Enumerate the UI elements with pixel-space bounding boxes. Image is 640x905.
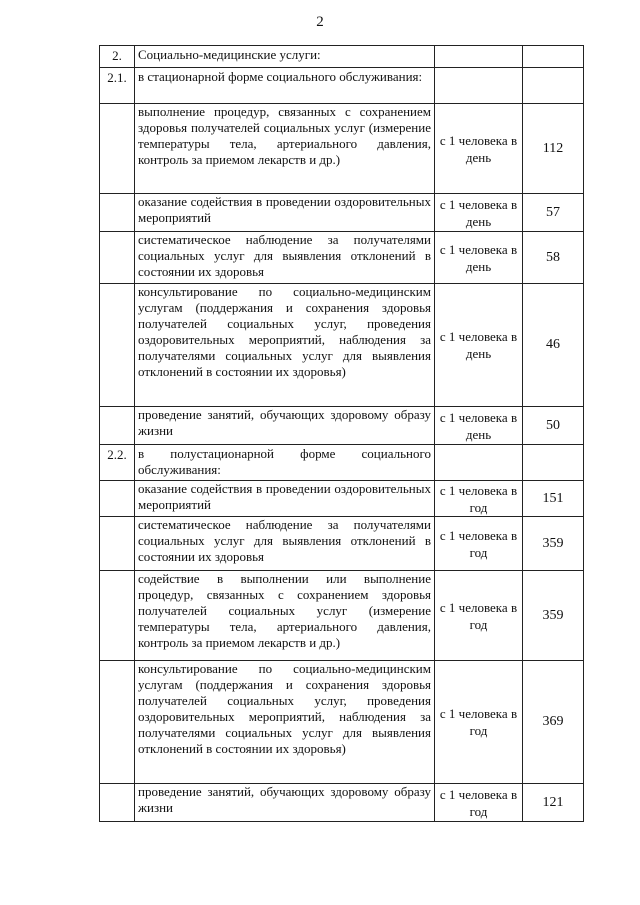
service-description: систематическое наблюдение за получателями социальных услуг для выявления отклонений в состоянии их здоровья <box>135 517 435 571</box>
table-body <box>100 46 584 822</box>
tariff-value: 46 <box>523 284 584 407</box>
tariff-value: 359 <box>523 517 584 571</box>
service-description: систематическое наблюдение за получателями социальных услуг для выявления отклонений в состоянии их здоровья <box>135 232 435 284</box>
row-number <box>100 661 135 784</box>
table-row <box>100 232 584 284</box>
row-number <box>100 407 135 445</box>
service-description: оказание содействия в проведении оздоровительных мероприятий <box>135 194 435 232</box>
table-row <box>100 661 584 784</box>
unit-of-measure <box>435 445 523 481</box>
tariff-value: 121 <box>523 784 584 822</box>
row-number <box>100 784 135 822</box>
service-description: оказание содействия в проведении оздоровительных мероприятий <box>135 481 435 517</box>
tariff-value <box>523 68 584 104</box>
unit-of-measure: с 1 человека в год <box>435 784 523 822</box>
tariff-value <box>523 46 584 68</box>
row-number <box>100 232 135 284</box>
service-description: в стационарной форме социального обслуживания: <box>135 68 435 104</box>
table-row <box>100 46 584 68</box>
row-number <box>100 517 135 571</box>
page-number: 2 <box>316 14 324 30</box>
unit-of-measure: с 1 человека в день <box>435 194 523 232</box>
table-row <box>100 784 584 822</box>
row-number: 2. <box>100 46 135 68</box>
service-description: проведение занятий, обучающих здоровому образу жизни <box>135 784 435 822</box>
tariff-value <box>523 445 584 481</box>
tariff-value: 58 <box>523 232 584 284</box>
tariff-value: 151 <box>523 481 584 517</box>
service-description: консультирование по социально-медицинским услугам (поддержания и сохранения здоровья получателей социальных услуг, проведения оздоровительных мероприятий, наблюдения за получателями социальных услуг для выявления отклонений в состоянии их здоровья) <box>135 284 435 407</box>
unit-of-measure: с 1 человека в год <box>435 661 523 784</box>
unit-of-measure: с 1 человека в день <box>435 284 523 407</box>
tariff-value: 50 <box>523 407 584 445</box>
table-row <box>100 194 584 232</box>
table-row <box>100 445 584 481</box>
unit-of-measure: с 1 человека в день <box>435 104 523 194</box>
service-description: Социально-медицинские услуги: <box>135 46 435 68</box>
table-row <box>100 284 584 407</box>
service-description: выполнение процедур, связанных с сохранением здоровья получателей социальных услуг (измерение температуры тела, артериального давления, контроль за приемом лекарств и др.) <box>135 104 435 194</box>
unit-of-measure: с 1 человека в день <box>435 232 523 284</box>
services-table <box>99 45 584 822</box>
service-description: консультирование по социально-медицинским услугам (поддержания и сохранения здоровья получателей социальных услуг, проведения оздоровительных мероприятий, наблюдения за получателями социальных услуг для выявления отклонений в состоянии их здоровья) <box>135 661 435 784</box>
tariff-value: 112 <box>523 104 584 194</box>
unit-of-measure: с 1 человека в год <box>435 481 523 517</box>
table-row <box>100 407 584 445</box>
table-row <box>100 571 584 661</box>
row-number <box>100 571 135 661</box>
tariff-value: 369 <box>523 661 584 784</box>
service-description: проведение занятий, обучающих здоровому образу жизни <box>135 407 435 445</box>
service-description: содействие в выполнении или выполнение процедур, связанных с сохранением здоровья получателей социальных услуг (измерение температуры тела, артериального давления, контроль за приемом лекарств и др.) <box>135 571 435 661</box>
row-number <box>100 481 135 517</box>
unit-of-measure: с 1 человека в год <box>435 571 523 661</box>
tariff-value: 57 <box>523 194 584 232</box>
row-number <box>100 284 135 407</box>
unit-of-measure: с 1 человека в день <box>435 407 523 445</box>
unit-of-measure <box>435 68 523 104</box>
row-number <box>100 104 135 194</box>
row-number: 2.2. <box>100 445 135 481</box>
table-row <box>100 68 584 104</box>
table-row <box>100 517 584 571</box>
tariff-value: 359 <box>523 571 584 661</box>
table-row <box>100 481 584 517</box>
row-number <box>100 194 135 232</box>
service-description: в полустационарной форме социального обслуживания: <box>135 445 435 481</box>
row-number: 2.1. <box>100 68 135 104</box>
table-row <box>100 104 584 194</box>
unit-of-measure <box>435 46 523 68</box>
unit-of-measure: с 1 человека в год <box>435 517 523 571</box>
